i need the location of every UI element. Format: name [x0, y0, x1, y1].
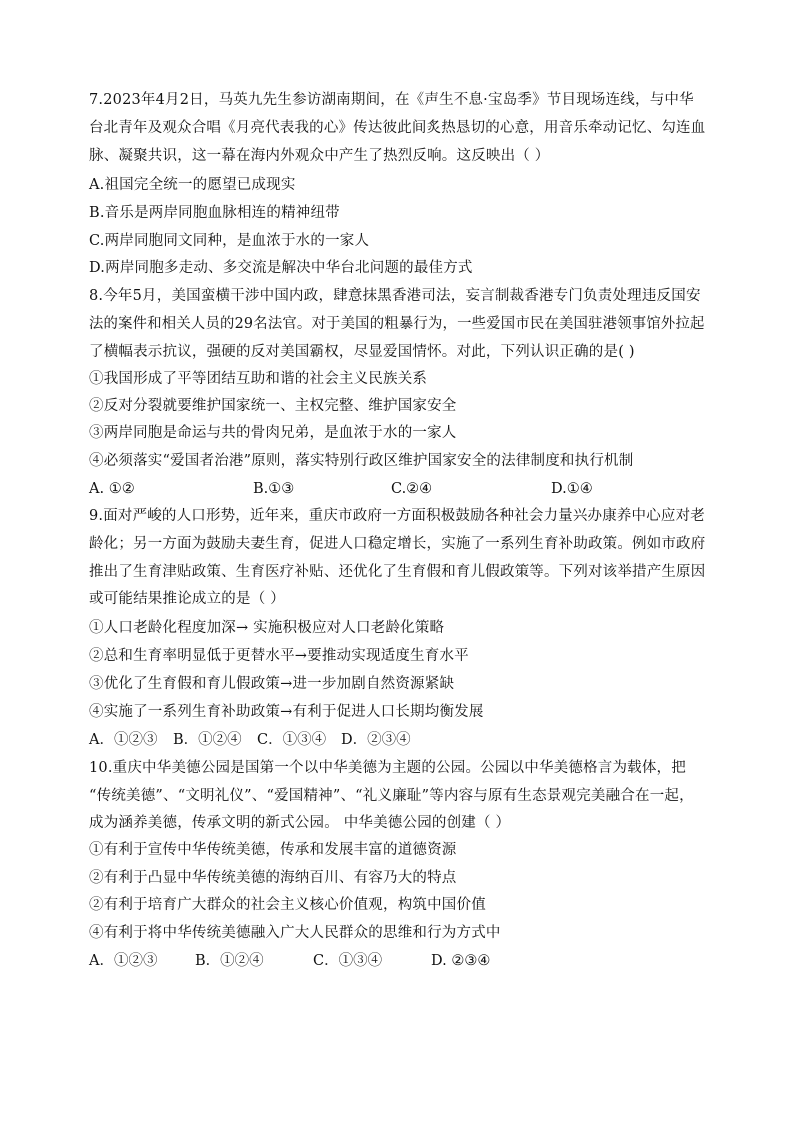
q8-option-c: C.②④: [391, 481, 433, 497]
q10-stem-line-2: “传统美德”、“文明礼仪”、“爱国精神”、“礼义廉耻”等内容与原有生态景观完美融合在一起，: [89, 788, 694, 804]
q8-statement-1: ①我国形成了平等团结互助和谐的社会主义民族关系: [89, 371, 428, 387]
q10-option-a: A．①②③: [89, 953, 158, 969]
q9-stem-line-4: 或可能结果推论成立的是（ ）: [89, 591, 285, 607]
q8-stem-line-3: 了横幅表示抗议，强硬的反对美国霸权，尽显爱国情怀。对此，下列认识正确的是( ): [89, 344, 635, 360]
q8-statement-2: ②反对分裂就要维护国家统一、主权完整、维护国家安全: [89, 398, 457, 414]
q10-option-d: D. ②③④: [431, 953, 491, 969]
q8-stem-line-2: 法的案件和相关人员的29名法官。对于美国的粗暴行为，一些爱国市民在美国驻港领事馆外拉起: [89, 316, 705, 332]
q8-option-b: B.①③: [253, 481, 295, 497]
q7-stem-line-3: 脉、凝聚共识，这一幕在海内外观众中产生了热烈反响。这反映出（ ）: [89, 148, 550, 164]
q9-stem-line-2: 龄化；另一方面为鼓励夫妻生育，促进人口稳定增长，实施了一系列生育补助政策。例如市政府: [89, 536, 706, 552]
q7-choice-d: D.两岸同胞多走动、多交流是解决中华台北问题的最佳方式: [89, 260, 473, 276]
q8-option-a: A. ①②: [89, 481, 135, 497]
q8-option-d: D.①④: [551, 481, 593, 497]
q9-statement-2: ②总和生育率明显低于更替水平→要推动实现适度生育水平: [89, 648, 469, 664]
q9-option-b: B．①②④: [173, 732, 242, 748]
q9-stem-line-3: 推出了生育津贴政策、生育医疗补贴、还优化了生育假和育儿假政策等。下列对该举措产生原因: [89, 564, 706, 580]
q9-option-d: D．②③④: [341, 732, 411, 748]
q9-statement-1: ①人口老龄化程度加深→ 实施积极应对人口老龄化策略: [89, 620, 445, 636]
q10-stem-line-1: 10.重庆中华美德公园是国第一个以中华美德为主题的公园。公园以中华美德格言为载体，把: [89, 760, 686, 776]
q9-statement-3: ③优化了生育假和育儿假政策→进一步加剧自然资源紧缺: [89, 676, 455, 692]
q7-stem-line-1: 7.2023年4月2日，马英九先生参访湖南期间，在《声生不息·宝岛季》节目现场连线，与中华: [89, 92, 694, 108]
q10-option-b: B．①②④: [195, 953, 264, 969]
q10-statement-3: ②有利于培育广大群众的社会主义核心价值观，构筑中国价值: [89, 897, 486, 913]
q9-stem-line-1: 9.面对严峻的人口形势，近年来，重庆市政府一方面积极鼓励各种社会力量兴办康养中心应对老: [89, 508, 705, 524]
q10-statement-2: ②有利于凸显中华传统美德的海纳百川、有容乃大的特点: [89, 870, 457, 886]
q8-statement-3: ③两岸同胞是命运与共的骨肉兄弟，是血浓于水的一家人: [89, 425, 457, 441]
q7-choice-c: C.两岸同胞同文同种，是血浓于水的一家人: [89, 233, 370, 249]
q7-stem-line-2: 台北青年及观众合唱《月亮代表我的心》传达彼此间炙热恳切的心意，用音乐牵动记忆、勾连血: [89, 120, 706, 136]
q9-option-a: A．①②③: [89, 732, 158, 748]
q8-statement-4: ④必须落实“爱国者治港”原则，落实特别行政区维护国家安全的法律制度和执行机制: [89, 453, 634, 469]
q10-option-c: C．①③④: [313, 953, 383, 969]
q9-option-c: C．①③④: [257, 732, 327, 748]
q10-statement-1: ①有利于宣传中华传统美德，传承和发展丰富的道德资源: [89, 842, 457, 858]
q8-stem-line-1: 8.今年5月，美国蛮横干涉中国内政，肆意抹黑香港司法，妄言制裁香港专门负责处理违反国安: [89, 288, 701, 304]
q10-stem-line-3: 成为涵养美德，传承文明的新式公园。 中华美德公园的创建（ ）: [89, 815, 511, 831]
q7-choice-b: B.音乐是两岸同胞血脉相连的精神纽带: [89, 205, 340, 221]
q10-statement-4: ④有利于将中华传统美德融入广大人民群众的思维和行为方式中: [89, 925, 501, 941]
q7-choice-a: A.祖国完全统一的愿望已成现实: [89, 177, 296, 193]
q9-statement-4: ④实施了一系列生育补助政策→有利于促进人口长期均衡发展: [89, 704, 484, 720]
